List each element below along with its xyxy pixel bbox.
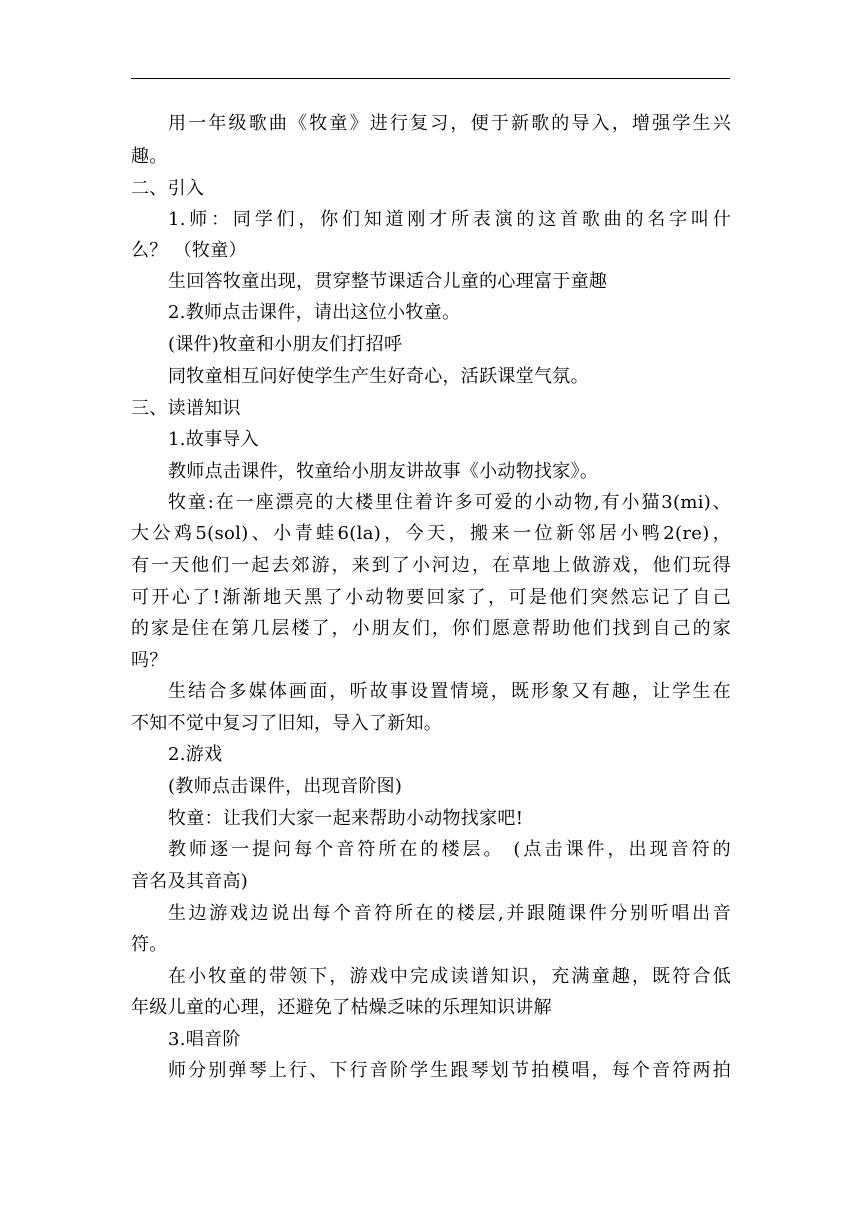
section-heading: 三、读谱知识 [131,398,241,419]
text-line: 教师逐一提问每个音符所在的楼层。 (点击课件，出现音符的 [168,839,731,860]
subsection-heading: 2.游戏 [168,744,223,765]
text-line: 牧童：让我们大家一起来帮助小动物找家吧! [168,808,524,829]
text-line: 生边游戏边说出每个音符所在的楼层,并跟随课件分别听唱出音 [168,903,731,924]
text-line: 年级儿童的心理，还避免了枯燥乏味的乐理知识讲解 [131,997,552,1018]
header-rule [131,78,730,79]
text-line: 生回答牧童出现，贯穿整节课适合儿童的心理富于童趣 [168,271,608,292]
text-line: 的家是住在第几层楼了，小朋友们，你们愿意帮助他们找到自己的家 [131,618,731,639]
text-line: (课件)牧童和小朋友们打招呼 [168,334,403,355]
text-line: 1.师：同学们，你们知道刚才所表演的这首歌曲的名字叫什 [168,209,731,230]
text-line: 趣。 [131,146,168,167]
text-line: 可开心了!渐渐地天黑了小动物要回家了，可是他们突然忘记了自己 [131,587,731,608]
text-line: 教师点击课件，牧童给小朋友讲故事《小动物找家》。 [168,461,599,482]
section-heading: 二、引入 [131,178,205,199]
text-line: 2.教师点击课件，请出这位小牧童。 [168,302,461,323]
subsection-heading: 3.唱音阶 [168,1029,241,1050]
text-line: 牧童:在一座漂亮的大楼里住着许多可爱的小动物,有小猫3(mi)、 [168,492,731,513]
text-line: 用一年级歌曲《牧童》进行复习，便于新歌的导入，增强学生兴 [168,113,731,134]
text-line: 吗？ [131,650,168,671]
text-line: (教师点击课件，出现音阶图) [168,776,403,797]
text-line: 不知不觉中复习了旧知，导入了新知。 [131,713,443,734]
text-line: 生结合多媒体画面，听故事设置情境，既形象又有趣，让学生在 [168,681,731,702]
text-line: 音名及其音高) [131,871,249,892]
text-line: 在小牧童的带领下，游戏中完成读谱知识，充满童趣，既符合低 [168,966,731,987]
text-line: 大公鸡5(sol)、小青蛙6(la)，今天，搬来一位新邻居小鸭2(re)， [131,523,731,544]
text-line: 同牧童相互问好使学生产生好奇心，活跃课堂气氛。 [168,366,589,387]
subsection-heading: 1.故事导入 [168,429,259,450]
text-line: 师分别弹琴上行、下行音阶学生跟琴划节拍模唱，每个音符两拍 [168,1060,731,1081]
text-line: 么？ （牧童） [131,240,247,261]
text-line: 有一天他们一起去郊游，来到了小河边，在草地上做游戏，他们玩得 [131,555,731,576]
text-line: 符。 [131,934,168,955]
